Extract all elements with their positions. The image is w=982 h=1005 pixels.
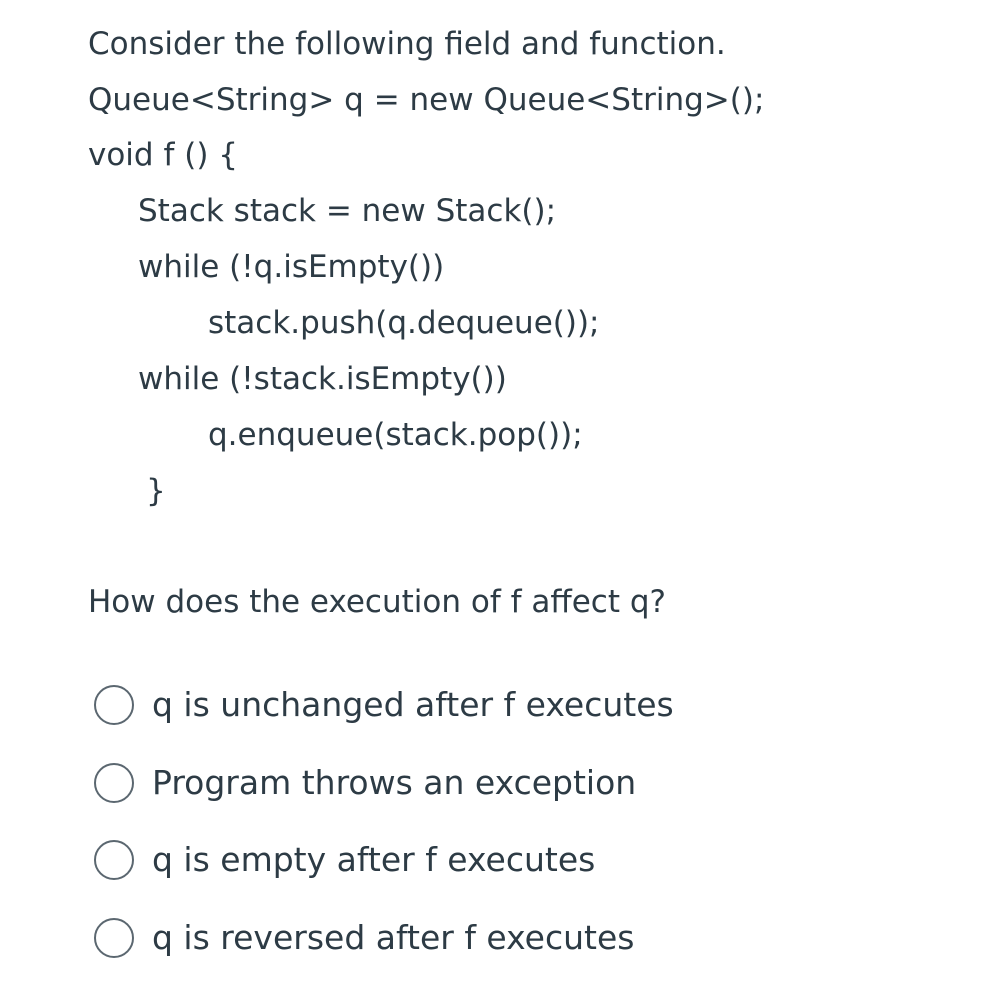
option-label: Program throws an exception xyxy=(152,763,637,802)
option-empty[interactable] xyxy=(94,835,595,885)
radio-button-icon[interactable] xyxy=(94,763,134,803)
code-line-stack-declaration: Stack stack = new Stack(); xyxy=(138,193,557,229)
code-line-enqueue: q.enqueue(stack.pop()); xyxy=(208,417,583,453)
code-line-field: Queue<String> q = new Queue<String>(); xyxy=(88,82,765,118)
question-prompt: How does the execution of f affect q? xyxy=(88,584,666,620)
code-line-while-stack: while (!stack.isEmpty()) xyxy=(138,361,507,397)
code-line-while-queue: while (!q.isEmpty()) xyxy=(138,249,445,285)
code-line-function-header: void f () { xyxy=(88,137,238,173)
radio-button-icon[interactable] xyxy=(94,840,134,880)
option-label: q is reversed after f executes xyxy=(152,918,635,957)
option-exception[interactable] xyxy=(94,758,636,808)
radio-button-icon[interactable] xyxy=(94,918,134,958)
option-reversed[interactable] xyxy=(94,913,634,963)
radio-button-icon[interactable] xyxy=(94,685,134,725)
option-unchanged[interactable] xyxy=(94,680,674,730)
option-label: q is empty after f executes xyxy=(152,840,596,879)
option-label: q is unchanged after f executes xyxy=(152,685,674,724)
code-line-push: stack.push(q.dequeue()); xyxy=(208,305,600,341)
question-intro: Consider the following field and function. xyxy=(88,26,726,62)
code-line-closing-brace: } xyxy=(146,473,166,509)
